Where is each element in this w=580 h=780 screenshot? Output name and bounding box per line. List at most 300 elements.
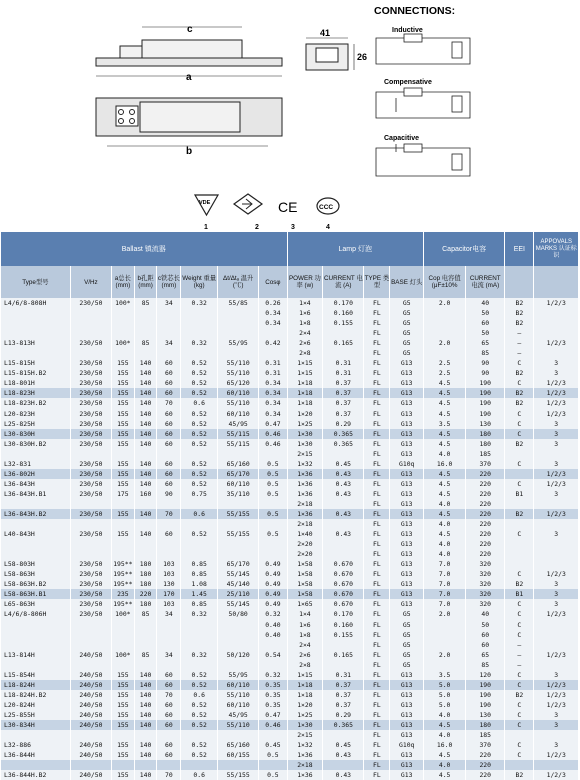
cell-weight: 0.52 xyxy=(181,439,218,449)
connections-title: CONNECTIONS: xyxy=(374,5,456,17)
cell-b: 160 xyxy=(134,489,157,499)
cell-c xyxy=(157,730,181,740)
cell-eei: B1 xyxy=(505,589,534,599)
cell-cap-current: 190 xyxy=(466,378,505,388)
cell-type: L25-825H xyxy=(1,419,70,429)
cell-cop xyxy=(424,630,466,640)
cell-a xyxy=(111,328,134,338)
cell-cap-current: 185 xyxy=(466,449,505,459)
ccc-mark-icon xyxy=(317,198,339,214)
table-row xyxy=(1,479,579,489)
ballast-group-header: Ballast 镇流器 xyxy=(1,232,287,266)
cell-c xyxy=(157,308,181,318)
cell-power: 1×65 xyxy=(287,599,323,609)
cell-c xyxy=(157,630,181,640)
cell-base: G13 xyxy=(390,358,424,368)
cell-type: L58-863H xyxy=(1,569,70,579)
cell-type: L18-823H.B2 xyxy=(1,398,70,408)
enec-mark-icon xyxy=(234,194,262,214)
cell-c: 60 xyxy=(157,680,181,690)
cell-base: G13 xyxy=(390,559,424,569)
ballast-top-view xyxy=(96,98,282,146)
cell-a xyxy=(111,630,134,640)
cell-current: 0.365 xyxy=(323,720,364,730)
cell-a: 195** xyxy=(113,600,133,609)
cell-type: L15-854H xyxy=(1,670,70,680)
cell-power: 1×36 xyxy=(287,770,323,780)
cell-cos: 0.49 xyxy=(259,599,287,609)
cell-c: 60 xyxy=(157,439,181,449)
cell-current: 0.37 xyxy=(323,409,364,419)
col-eei-header xyxy=(505,266,534,298)
cell-current xyxy=(323,519,364,529)
col-weight-header: Weight 重量 (kg) xyxy=(181,266,218,298)
cell-power: 1×36 xyxy=(287,489,323,499)
cell-eei: B2 xyxy=(505,308,534,318)
cell-cap-current: 190 xyxy=(466,409,505,419)
dimension-41-label: 41 xyxy=(320,28,331,38)
cell-type: L4/6/8-808H xyxy=(1,298,70,308)
cell-cos: 0.5 xyxy=(259,489,287,499)
cell-lamp-type: FL xyxy=(364,599,390,609)
cell-weight: 0.32 xyxy=(181,650,218,660)
cell-cap-current: 180 xyxy=(466,439,505,449)
cell-cop: 7.0 xyxy=(424,599,466,609)
col-cop-header: Cop 电容值 (μF±10% xyxy=(424,266,466,298)
cell-eei: B2 xyxy=(505,770,534,780)
cell-vhz: 230/50 xyxy=(70,388,111,398)
cell-c: 60 xyxy=(157,388,181,398)
cell-type xyxy=(1,318,70,328)
cell-cop: 3.5 xyxy=(424,670,466,680)
cell-approvals xyxy=(534,328,579,338)
cell-cap-current: 190 xyxy=(466,690,505,700)
cell-current: 0.43 xyxy=(323,469,364,479)
cell-approvals xyxy=(534,620,579,630)
cell-cos: 0.49 xyxy=(259,559,287,569)
cell-lamp-type: FL xyxy=(364,630,390,640)
cell-base: G5 xyxy=(390,298,424,308)
cell-cop xyxy=(424,660,466,670)
cell-approvals: 1/2/3 xyxy=(534,700,579,710)
cell-type xyxy=(1,660,70,670)
cell-dt: 50/120 xyxy=(218,650,259,660)
cell-base: G13 xyxy=(390,429,424,439)
cell-a: 100* xyxy=(111,338,134,348)
table-row xyxy=(1,640,579,650)
cell-c: 60 xyxy=(157,700,181,710)
cell-power: 2×8 xyxy=(287,348,323,358)
cell-cap-current: 320 xyxy=(466,589,505,599)
cell-base: G5 xyxy=(390,650,424,660)
dimension-b-label: b xyxy=(186,146,193,157)
cell-cap-current: 65 xyxy=(466,338,505,348)
cell-type: L58-863H.B2 xyxy=(1,579,70,589)
cell-power: 1×30 xyxy=(287,429,323,439)
cell-b xyxy=(134,539,157,549)
cell-current: 0.37 xyxy=(323,680,364,690)
cell-lamp-type: FL xyxy=(364,730,390,740)
cell-eei xyxy=(505,730,534,740)
cell-cap-current: 370 xyxy=(466,459,505,469)
col-vhz-header: V/Hz xyxy=(70,266,111,298)
mark-number-4: 4 xyxy=(326,224,330,231)
cell-dt: 35/110 xyxy=(218,489,259,499)
cell-c: 34 xyxy=(157,298,181,308)
cell-cap-current: 50 xyxy=(466,328,505,338)
table-row xyxy=(1,660,579,670)
cell-current: 0.670 xyxy=(323,579,364,589)
cell-cop xyxy=(424,620,466,630)
cell-base: G13 xyxy=(390,770,424,780)
cell-type: L58-803H xyxy=(1,559,70,569)
cell-weight: 0.6 xyxy=(181,398,218,408)
cell-cos: 0.34 xyxy=(259,378,287,388)
cell-b xyxy=(134,348,157,358)
cell-cap-current: 120 xyxy=(466,670,505,680)
cell-eei: C xyxy=(505,609,534,619)
cell-power: 2×20 xyxy=(287,539,323,549)
cell-dt: 60/110 xyxy=(218,680,259,690)
cell-vhz: 230/50 xyxy=(70,599,111,609)
cell-dt: 25/110 xyxy=(218,589,259,599)
cell-cap-current: 220 xyxy=(466,529,505,539)
cell-eei: C xyxy=(505,419,534,429)
cell-base: G13 xyxy=(390,680,424,690)
cell-cop: 4.5 xyxy=(424,429,466,439)
cell-a: 155 xyxy=(111,680,134,690)
cell-a: 155 xyxy=(111,740,134,750)
connection-diagrams xyxy=(376,34,470,176)
table-row xyxy=(1,398,579,408)
dimension-a-label: a xyxy=(186,72,192,83)
cell-b: 140 xyxy=(134,770,157,780)
cell-weight: 0.52 xyxy=(181,459,218,469)
cell-cop: 4.5 xyxy=(424,409,466,419)
cell-a xyxy=(111,640,134,650)
cell-dt: 65/160 xyxy=(218,459,259,469)
table-row xyxy=(1,680,579,690)
cell-cop xyxy=(424,640,466,650)
cell-type: L18-824H xyxy=(1,680,70,690)
cell-type: L13-813H xyxy=(1,338,70,348)
cell-approvals: 3 xyxy=(534,710,579,720)
cell-b xyxy=(134,499,157,509)
col-power-header: POWER 功率 (w) xyxy=(287,266,323,298)
cell-c: 60 xyxy=(157,670,181,680)
cell-base: G5 xyxy=(390,308,424,318)
cell-a: 155 xyxy=(111,439,134,449)
cell-dt xyxy=(218,640,259,650)
cell-cop: 5.0 xyxy=(424,680,466,690)
cell-c xyxy=(157,539,181,549)
cell-eei: B2 xyxy=(505,398,534,408)
cell-a: 175 xyxy=(111,489,134,499)
cell-type: L32-831 xyxy=(1,459,70,469)
cell-vhz xyxy=(70,660,111,670)
cell-approvals: 3 xyxy=(534,670,579,680)
cell-eei: C xyxy=(505,409,534,419)
cell-c xyxy=(157,660,181,670)
cell-dt xyxy=(218,539,259,549)
table-row xyxy=(1,539,579,549)
cell-lamp-type: FL xyxy=(364,519,390,529)
cell-dt xyxy=(218,660,259,670)
cell-vhz: 230/50 xyxy=(70,469,111,479)
table-row xyxy=(1,298,579,308)
cell-power: 1×32 xyxy=(287,740,323,750)
cell-base: G13 xyxy=(390,579,424,589)
cell-c: 60 xyxy=(157,409,181,419)
cell-b xyxy=(134,640,157,650)
mark-number-2: 2 xyxy=(255,224,259,231)
cell-base: G13 xyxy=(390,539,424,549)
table-row xyxy=(1,499,579,509)
cell-lamp-type: FL xyxy=(364,609,390,619)
cell-a: 195** xyxy=(113,580,133,589)
cell-cop: 4.0 xyxy=(424,549,466,559)
cell-vhz: 230/50 xyxy=(70,398,111,408)
cell-power: 1×58 xyxy=(287,559,323,569)
cell-weight: 0.6 xyxy=(181,770,218,780)
cell-dt: 55/115 xyxy=(218,439,259,449)
cell-cap-current: 370 xyxy=(466,740,505,750)
cell-cap-current: 320 xyxy=(466,559,505,569)
cell-power: 1×15 xyxy=(287,368,323,378)
cell-lamp-type: FL xyxy=(364,308,390,318)
cell-a xyxy=(111,539,134,549)
cell-power: 2×8 xyxy=(287,660,323,670)
cell-cap-current: 190 xyxy=(466,680,505,690)
cell-lamp-type: FL xyxy=(364,328,390,338)
cell-vhz: 230/50 xyxy=(70,439,111,449)
cell-vhz: 240/50 xyxy=(70,700,111,710)
cell-cos xyxy=(259,640,287,650)
cell-c xyxy=(157,499,181,509)
cell-c: 70 xyxy=(157,770,181,780)
cell-dt xyxy=(218,348,259,358)
cell-cop: 4.5 xyxy=(424,439,466,449)
cell-b: 85 xyxy=(134,338,157,348)
cell-vhz: 230/50 xyxy=(70,479,111,489)
cell-cop: 4.0 xyxy=(424,710,466,720)
cell-vhz xyxy=(70,318,111,328)
cell-cos: 0.46 xyxy=(259,429,287,439)
cell-cos: 0.35 xyxy=(259,700,287,710)
cell-vhz xyxy=(70,620,111,630)
cell-approvals: 3 xyxy=(534,429,579,439)
cell-dt: 65/170 xyxy=(218,559,259,569)
cell-current: 0.29 xyxy=(323,419,364,429)
table-row xyxy=(1,388,579,398)
ce-mark: CE xyxy=(278,199,298,215)
cell-base: G13 xyxy=(390,469,424,479)
cell-cop: 2.5 xyxy=(424,358,466,368)
cell-cos: 0.32 xyxy=(259,670,287,680)
table-row xyxy=(1,770,579,780)
cell-dt xyxy=(218,308,259,318)
cell-c: 60 xyxy=(157,368,181,378)
cell-cop: 16.0 xyxy=(424,459,466,469)
cell-dt: 65/170 xyxy=(218,469,259,479)
cell-cop: 4.5 xyxy=(424,720,466,730)
cell-cop: 2.0 xyxy=(424,338,466,348)
cell-approvals: 1/2/3 xyxy=(534,750,579,760)
cell-eei: C xyxy=(505,599,534,609)
cell-lamp-type: FL xyxy=(364,549,390,559)
cell-approvals xyxy=(534,640,579,650)
cell-weight: 0.6 xyxy=(181,509,218,519)
cell-vhz: 230/50 xyxy=(70,368,111,378)
cell-cop: 4.5 xyxy=(424,770,466,780)
cell-eei: C xyxy=(505,700,534,710)
cell-current: 0.160 xyxy=(323,308,364,318)
cell-power: 2×4 xyxy=(287,640,323,650)
cell-lamp-type: FL xyxy=(364,479,390,489)
cell-type: L30-830H xyxy=(1,429,70,439)
cell-current: 0.45 xyxy=(323,459,364,469)
column-header-row xyxy=(1,266,579,298)
cell-b: 220 xyxy=(134,589,157,599)
cell-cap-current: 50 xyxy=(466,308,505,318)
cell-power: 1×6 xyxy=(287,308,323,318)
cell-base: G10q xyxy=(390,459,424,469)
cell-lamp-type: FL xyxy=(364,419,390,429)
cell-base: G13 xyxy=(390,549,424,559)
cell-a: 155 xyxy=(111,409,134,419)
cell-dt xyxy=(218,730,259,740)
table-row xyxy=(1,368,579,378)
cell-eei xyxy=(505,559,534,569)
cell-b xyxy=(134,308,157,318)
cell-cop: 4.5 xyxy=(424,750,466,760)
inductive-label: Inductive xyxy=(392,27,423,34)
cell-dt: 55/155 xyxy=(218,509,259,519)
cell-current: 0.670 xyxy=(323,569,364,579)
cell-b: 85 xyxy=(134,650,157,660)
cell-a xyxy=(111,549,134,559)
cell-cap-current: 85 xyxy=(466,348,505,358)
cell-b: 140 xyxy=(134,358,157,368)
cell-eei: C xyxy=(505,459,534,469)
cell-approvals: 3 xyxy=(534,720,579,730)
cell-power: 1×8 xyxy=(287,630,323,640)
cell-base: G10q xyxy=(390,740,424,750)
cell-weight xyxy=(181,348,218,358)
cell-approvals: 1/2/3 xyxy=(534,479,579,489)
cell-b: 85 xyxy=(134,298,157,308)
cell-base: G13 xyxy=(390,398,424,408)
table-row xyxy=(1,308,579,318)
cell-cop: 2.0 xyxy=(424,298,466,308)
cell-type: L58-863H.B1 xyxy=(1,589,70,599)
cell-a: 235 xyxy=(111,589,134,599)
cell-base: G13 xyxy=(390,720,424,730)
cell-approvals xyxy=(534,318,579,328)
cell-base: G13 xyxy=(390,388,424,398)
cell-base: G13 xyxy=(390,409,424,419)
cell-approvals xyxy=(534,499,579,509)
cell-power: 1×4 xyxy=(287,298,323,308)
ballast-spec-table-wrap xyxy=(1,232,579,780)
cell-c: 34 xyxy=(157,650,181,660)
cell-cap-current: 130 xyxy=(466,419,505,429)
cell-dt xyxy=(218,549,259,559)
cell-weight: 0.85 xyxy=(181,569,218,579)
cell-weight xyxy=(181,449,218,459)
cell-eei xyxy=(505,499,534,509)
cell-eei: C xyxy=(505,720,534,730)
table-row xyxy=(1,449,579,459)
cell-weight: 0.52 xyxy=(181,670,218,680)
cell-current: 0.43 xyxy=(323,479,364,489)
cell-a: 100* xyxy=(111,609,134,619)
cell-a: 155 xyxy=(111,690,134,700)
cell-cos: 0.40 xyxy=(259,620,287,630)
cell-vhz: 230/50 xyxy=(70,559,111,569)
table-row xyxy=(1,529,579,539)
cell-current: 0.43 xyxy=(323,770,364,780)
cell-cos: 0.47 xyxy=(259,710,287,720)
cell-dt: 60/155 xyxy=(218,750,259,760)
cell-weight: 0.52 xyxy=(181,750,218,760)
cell-c: 60 xyxy=(157,459,181,469)
cell-b: 140 xyxy=(134,398,157,408)
cell-current xyxy=(323,348,364,358)
cell-cos xyxy=(259,348,287,358)
cell-cap-current: 60 xyxy=(466,318,505,328)
cell-cap-current: 60 xyxy=(466,630,505,640)
cell-b: 140 xyxy=(134,409,157,419)
mark-number-3: 3 xyxy=(291,224,295,231)
cell-current: 0.37 xyxy=(323,378,364,388)
cell-power: 1×32 xyxy=(287,459,323,469)
cell-cap-current: 320 xyxy=(466,579,505,589)
cell-approvals: 1/2/3 xyxy=(534,469,579,479)
cell-approvals: 1/2/3 xyxy=(534,770,579,780)
cell-b: 140 xyxy=(134,670,157,680)
cell-vhz xyxy=(70,730,111,740)
cell-cos: 0.49 xyxy=(259,579,287,589)
cell-vhz: 230/50 xyxy=(70,589,111,599)
cell-a: 195** xyxy=(113,570,133,579)
cell-current: 0.31 xyxy=(323,670,364,680)
cell-cos: 0.40 xyxy=(259,630,287,640)
cell-lamp-type: FL xyxy=(364,620,390,630)
cell-cap-current: 190 xyxy=(466,398,505,408)
cell-vhz: 230/50 xyxy=(70,378,111,388)
cell-weight: 0.52 xyxy=(181,388,218,398)
cell-weight: 1.08 xyxy=(181,579,218,589)
cell-current: 0.43 xyxy=(323,509,364,519)
cell-a: 100* xyxy=(111,650,134,660)
cell-approvals: 1/2/3 xyxy=(534,388,579,398)
cell-type xyxy=(1,539,70,549)
cell-type: L36-843H.B2 xyxy=(1,509,70,519)
cell-cos: 0.45 xyxy=(259,740,287,750)
cell-base: G13 xyxy=(390,419,424,429)
cell-approvals: 1/2/3 xyxy=(534,509,579,519)
cell-eei: C xyxy=(505,740,534,750)
cell-cos xyxy=(259,519,287,529)
cell-power: 1×18 xyxy=(287,388,323,398)
cell-weight: 0.52 xyxy=(181,429,218,439)
cell-eei: C xyxy=(505,378,534,388)
cell-dt: 55/110 xyxy=(218,358,259,368)
cell-cop: 4.5 xyxy=(424,378,466,388)
cell-power: 1×18 xyxy=(287,398,323,408)
cell-type xyxy=(1,640,70,650)
